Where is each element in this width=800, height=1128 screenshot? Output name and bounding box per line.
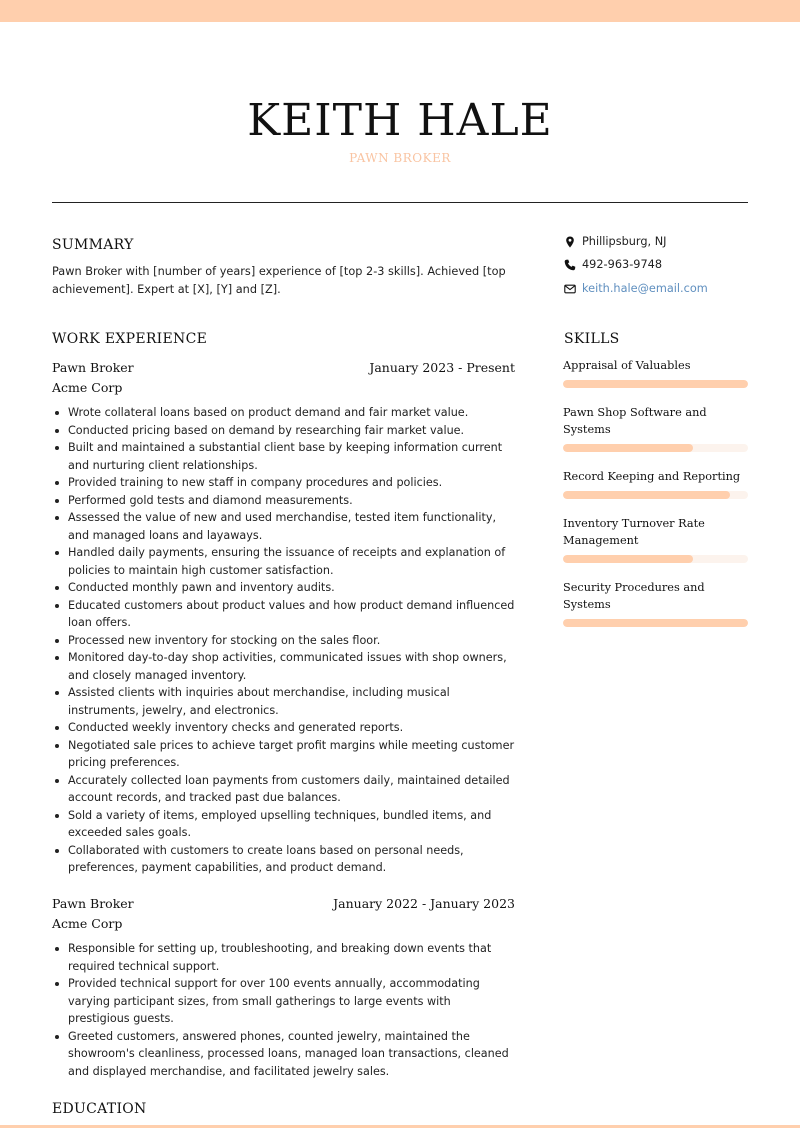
- bullet-item: Conducted pricing based on demand by researching fair market value.: [68, 422, 515, 440]
- skill-name: Pawn Shop Software and Systems: [563, 406, 707, 436]
- email-link[interactable]: keith.hale@email.com: [582, 282, 708, 295]
- location-text: Phillipsburg, NJ: [582, 235, 667, 248]
- bullet-item: Assessed the value of new and used merchandise, tested item functionality, and managed loans and layaways.: [68, 509, 515, 544]
- bullet-item: Handled daily payments, ensuring the issuance of receipts and explanation of policies to maintain high customer satisfaction.: [68, 544, 515, 579]
- bullet-item: Wrote collateral loans based on product demand and fair market value.: [68, 404, 515, 422]
- skill-item: [563, 357, 748, 388]
- bullet-item: Provided training to new staff in company procedures and policies.: [68, 474, 515, 492]
- bullet-item: Responsible for setting up, troubleshooting, and breaking down events that required technical support.: [68, 940, 515, 975]
- candidate-name: KEITH HALE: [247, 95, 553, 147]
- skill-item: [563, 515, 748, 563]
- education-heading: EDUCATION: [52, 1101, 147, 1117]
- bullet-item: Collaborated with customers to create loans based on personal needs, preferences, payment capabilities, and product demand.: [68, 842, 515, 877]
- job-entry-1: [52, 360, 515, 877]
- skill-level-bar: [563, 555, 748, 563]
- skills-list: [563, 357, 748, 643]
- bullet-item: Accurately collected loan payments from customers daily, maintained detailed account records, and tracked past due balances.: [68, 772, 515, 807]
- work-experience-heading: WORK EXPERIENCE: [52, 331, 208, 347]
- job-company: Acme Corp: [52, 380, 123, 395]
- skill-level-fill: [563, 444, 693, 452]
- bullet-item: Processed new inventory for stocking on the sales floor.: [68, 632, 515, 650]
- skill-level-bar: [563, 619, 748, 627]
- skill-name: Inventory Turnover Rate Management: [563, 517, 705, 547]
- skill-level-fill: [563, 380, 748, 388]
- summary-heading: SUMMARY: [52, 237, 134, 253]
- skill-name: Record Keeping and Reporting: [563, 470, 741, 483]
- summary-text: Pawn Broker with [number of years] experience of [top 2-3 skills]. Achieved [top achievement]. Expert at [X], [Y] and [Z].: [52, 265, 506, 296]
- bullet-item: Educated customers about product values and how product demand influenced loan offers.: [68, 597, 515, 632]
- bullet-item: Conducted monthly pawn and inventory audits.: [68, 579, 515, 597]
- bullet-item: Conducted weekly inventory checks and generated reports.: [68, 719, 515, 737]
- header-divider: [52, 202, 748, 203]
- job-entry-2: [52, 896, 515, 1080]
- job-role: Pawn Broker: [52, 896, 134, 911]
- skill-name: Security Procedures and Systems: [563, 581, 705, 611]
- job-dates: January 2023 - Present: [369, 360, 515, 375]
- skill-item: [563, 468, 748, 499]
- phone-text: 492-963-9748: [582, 258, 663, 271]
- skill-level-fill: [563, 619, 748, 627]
- bullet-item: Performed gold tests and diamond measurements.: [68, 492, 515, 510]
- skill-name: Appraisal of Valuables: [563, 359, 691, 372]
- skill-level-bar: [563, 444, 748, 452]
- candidate-title: PAWN BROKER: [349, 151, 451, 165]
- bullet-item: Sold a variety of items, employed upselling techniques, bundled items, and exceeded sales goals.: [68, 807, 515, 842]
- contact-email[interactable]: [564, 282, 754, 298]
- skill-level-fill: [563, 491, 730, 499]
- bullet-item: Built and maintained a substantial client base by keeping information current and nurturing client relationships.: [68, 439, 515, 474]
- bullet-item: Negotiated sale prices to achieve target profit margins while meeting customer pricing preferences.: [68, 737, 515, 772]
- job-dates: January 2022 - January 2023: [333, 896, 515, 911]
- contact-location: [564, 235, 754, 251]
- job-bullets: [52, 404, 515, 877]
- contact-phone: [564, 258, 754, 274]
- skill-item: [563, 404, 748, 452]
- job-bullets: [52, 940, 515, 1080]
- phone-icon: [564, 259, 576, 271]
- bullet-item: Monitored day-to-day shop activities, communicated issues with shop owners, and closely managed inventory.: [68, 649, 515, 684]
- bullet-item: Assisted clients with inquiries about merchandise, including musical instruments, jewelry, and electronics.: [68, 684, 515, 719]
- skill-item: [563, 579, 748, 627]
- skill-level-bar: [563, 491, 748, 499]
- skill-level-bar: [563, 380, 748, 388]
- job-role: Pawn Broker: [52, 360, 134, 375]
- bullet-item: Provided technical support for over 100 events annually, accommodating varying participant sizes, from small gatherings to large events with prestigious guests.: [68, 975, 515, 1028]
- job-company: Acme Corp: [52, 916, 123, 931]
- skill-level-fill: [563, 555, 693, 563]
- envelope-icon: [564, 283, 576, 295]
- bullet-item: Greeted customers, answered phones, counted jewelry, maintained the showroom's cleanliness, processed loans, managed loan transactions, cleaned and displayed merchandise, and facilitated jewelry sales.: [68, 1028, 515, 1081]
- top-accent-bar: [0, 0, 800, 22]
- map-pin-icon: [564, 236, 576, 248]
- skills-heading: SKILLS: [564, 331, 620, 347]
